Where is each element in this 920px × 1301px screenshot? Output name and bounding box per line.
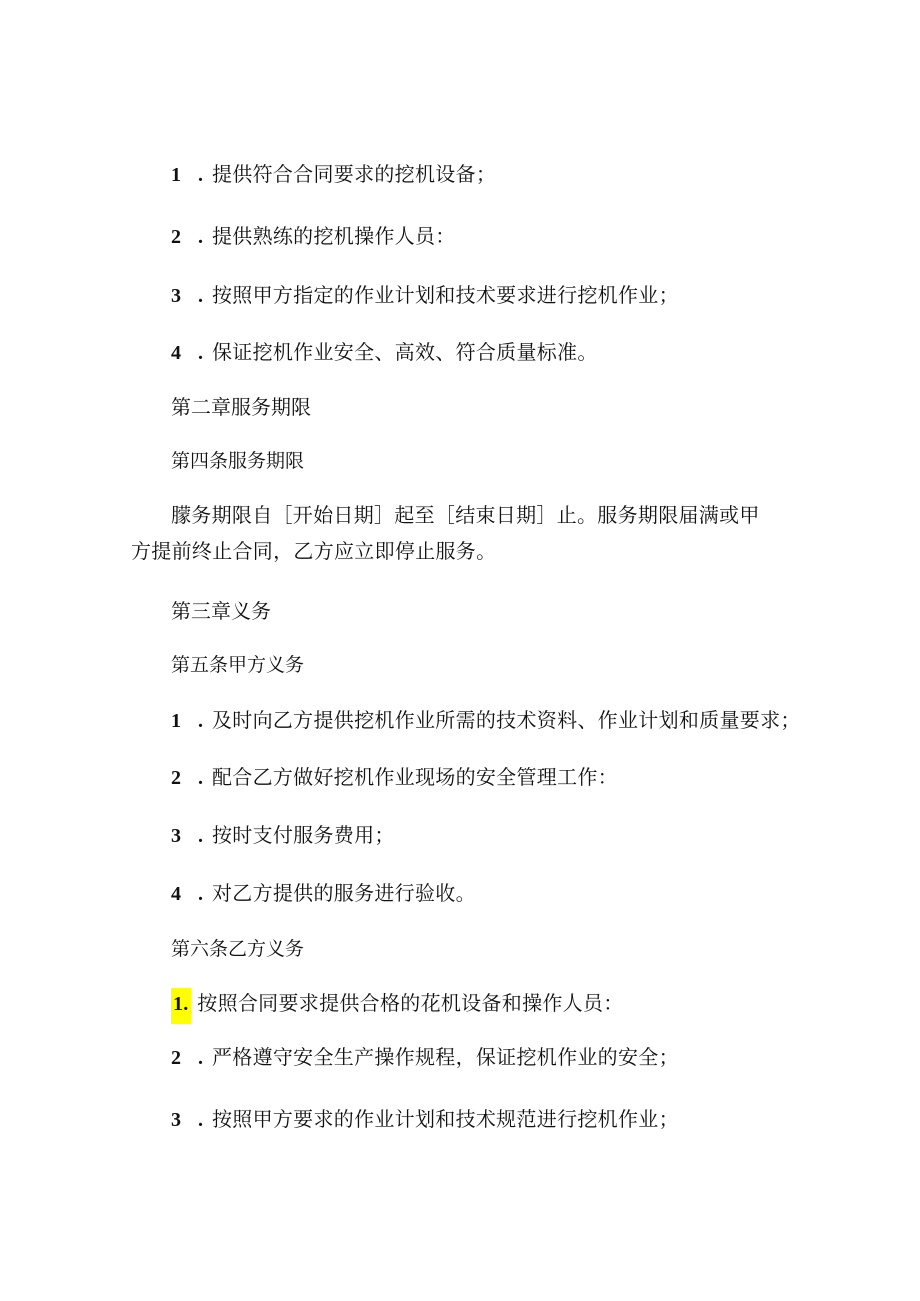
item-text: 严格遵守安全生产操作规程，保证挖机作业的安全； (211, 1045, 679, 1069)
item-text: 对乙方提供的服务进行验收。 (211, 881, 476, 905)
item-number: 1 (171, 164, 182, 186)
item-separator: . (197, 342, 204, 364)
item-separator: . (197, 164, 204, 186)
list-item (171, 1043, 679, 1072)
item-text: 提供熟练的挖机操作人员： (211, 224, 456, 248)
list-item (171, 821, 395, 850)
item-separator: . (197, 1047, 204, 1069)
list-item (171, 988, 624, 1024)
item-text: 配合乙方做好挖机作业现场的安全管理工作： (211, 765, 618, 789)
item-text: 按照合同要求提供合格的花机设备和操作人员： (197, 991, 624, 1015)
list-item (171, 763, 618, 792)
item-number: 4 (171, 883, 182, 905)
article-heading: 第四条服务期限 (171, 450, 305, 472)
list-item (171, 879, 476, 908)
item-separator: . (197, 825, 204, 847)
list-item (171, 338, 598, 367)
list-item (171, 160, 496, 189)
item-text: 按照甲方指定的作业计划和技术要求进行挖机作业； (211, 283, 679, 307)
list-item (171, 222, 456, 251)
item-number: 2 (171, 1047, 182, 1069)
item-separator: . (197, 285, 204, 307)
article-heading: 第五条甲方义务 (171, 654, 305, 676)
item-separator: . (197, 1109, 204, 1131)
item-number: 3 (171, 285, 182, 307)
item-separator: . (197, 710, 204, 732)
item-text: 提供符合合同要求的挖机设备； (211, 162, 497, 186)
list-item (171, 1105, 679, 1134)
item-number: 2 (171, 767, 182, 789)
item-number: 1 (171, 710, 182, 732)
item-separator: . (197, 883, 204, 905)
item-separator: . (197, 226, 204, 248)
highlighted-item-number: 1. (171, 988, 191, 1024)
item-text: 按时支付服务费用； (211, 823, 395, 847)
chapter-heading: 第三章义务 (171, 599, 271, 623)
item-number: 2 (171, 226, 182, 248)
list-item (171, 706, 801, 735)
item-number: 4 (171, 342, 182, 364)
item-number: 3 (171, 1109, 182, 1131)
article-body: 朦务期限自［开始日期］起至［结束日期］止。服务期限届满或甲方提前终止合同，乙方应立即停止服务。 (131, 503, 760, 563)
item-separator: . (197, 767, 204, 789)
item-text: 保证挖机作业安全、高效、符合质量标准。 (211, 340, 598, 364)
item-text: 按照甲方要求的作业计划和技术规范进行挖机作业； (211, 1107, 679, 1131)
item-number: 3 (171, 825, 182, 847)
chapter-heading: 第二章服务期限 (171, 395, 311, 419)
article-heading: 第六条乙方义务 (171, 938, 305, 960)
item-text: 及时向乙方提供挖机作业所需的技术资料、作业计划和质量要求； (211, 708, 801, 732)
list-item (171, 281, 679, 310)
